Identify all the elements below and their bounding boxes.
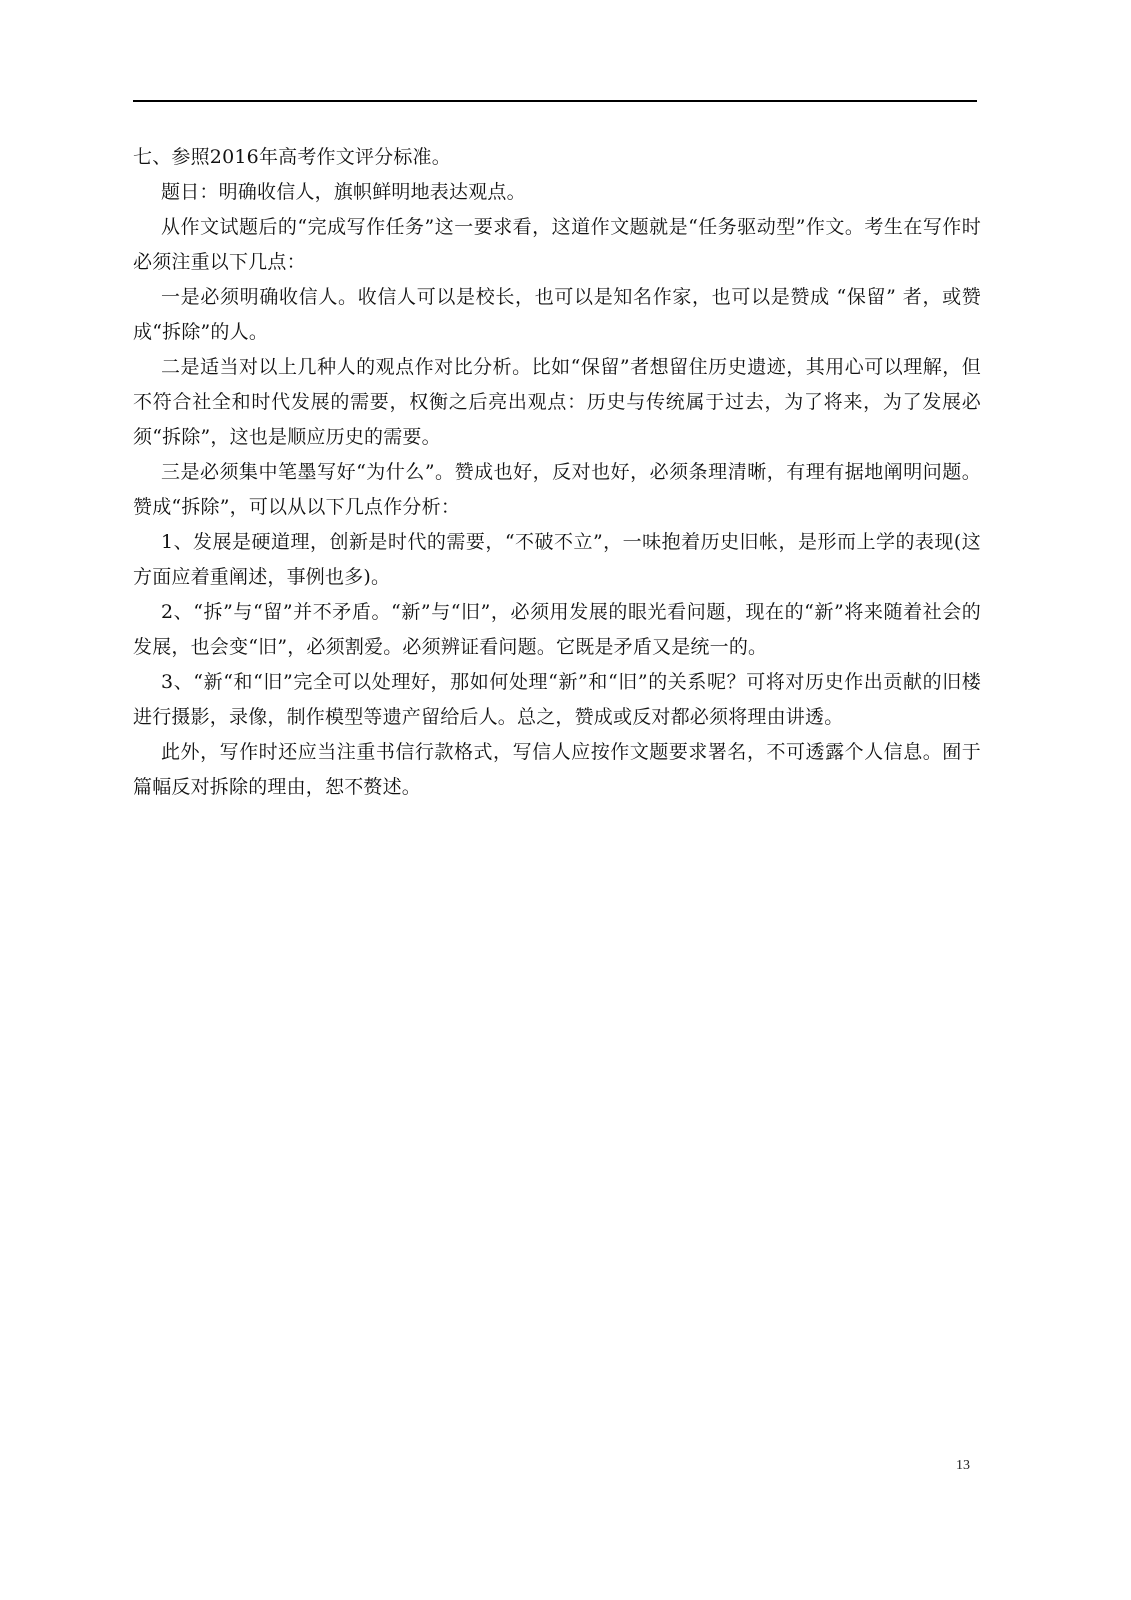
paragraph-point-three: 三是必须集中笔墨写好“为什么”。赞成也好，反对也好，必须条理清晰，有理有据地阐明问题。赞成“拆除”，可以从以下几点作分析：: [133, 461, 981, 518]
paragraph-point-two: 二是适当对以上几种人的观点作对比分析。比如“保留”者想留住历史遗迹，其用心可以理解，但不符合社全和时代发展的需要，权衡之后亮出观点：历史与传统属于过去，为了将来，为了发展必须“拆除”，这也是顺应历史的需要。: [133, 356, 981, 448]
paragraph-intro: 从作文试题后的“完成写作任务”这一要求看，这道作文题就是“任务驱动型”作文。考生在写作时必须注重以下几点：: [133, 216, 981, 273]
paragraph-point-one: 一是必须明确收信人。收信人可以是校长，也可以是知名作家，也可以是赞成 “保留” 者，或赞成“拆除”的人。: [133, 286, 981, 343]
paragraph-item-2: 2、“拆”与“留”并不矛盾。“新”与“旧”，必须用发展的眼光看问题，现在的“新”将来随着社会的发展，也会变“旧”，必须割爱。必须辨证看问题。它既是矛盾又是统一的。: [133, 601, 981, 658]
header-rule: [133, 100, 977, 102]
paragraph-item-1: 1、发展是硬道理，创新是时代的需要，“不破不立”，一味抱着历史旧帐，是形而上学的表现(这方面应着重阐述，事例也多)。: [133, 531, 981, 588]
paragraph-topic: 题日：明确收信人，旗帜鲜明地表达观点。: [161, 181, 526, 203]
section-heading: 七、参照2016年高考作文评分标准。: [133, 146, 451, 168]
page-number: 13: [956, 1458, 970, 1473]
paragraph-item-3: 3、“新“和“旧”完全可以处理好，那如何处理“新”和“旧”的关系呢？可将对历史作出贡献的旧楼进行摄影，录像，制作模型等遗产留给后人。总之，赞成或反对都必须将理由讲透。: [133, 671, 981, 728]
document-body: [133, 140, 981, 805]
paragraph-closing: 此外，写作时还应当注重书信行款格式，写信人应按作文题要求署名，不可透露个人信息。囿于篇幅反对拆除的理由，恕不赘述。: [133, 741, 981, 798]
